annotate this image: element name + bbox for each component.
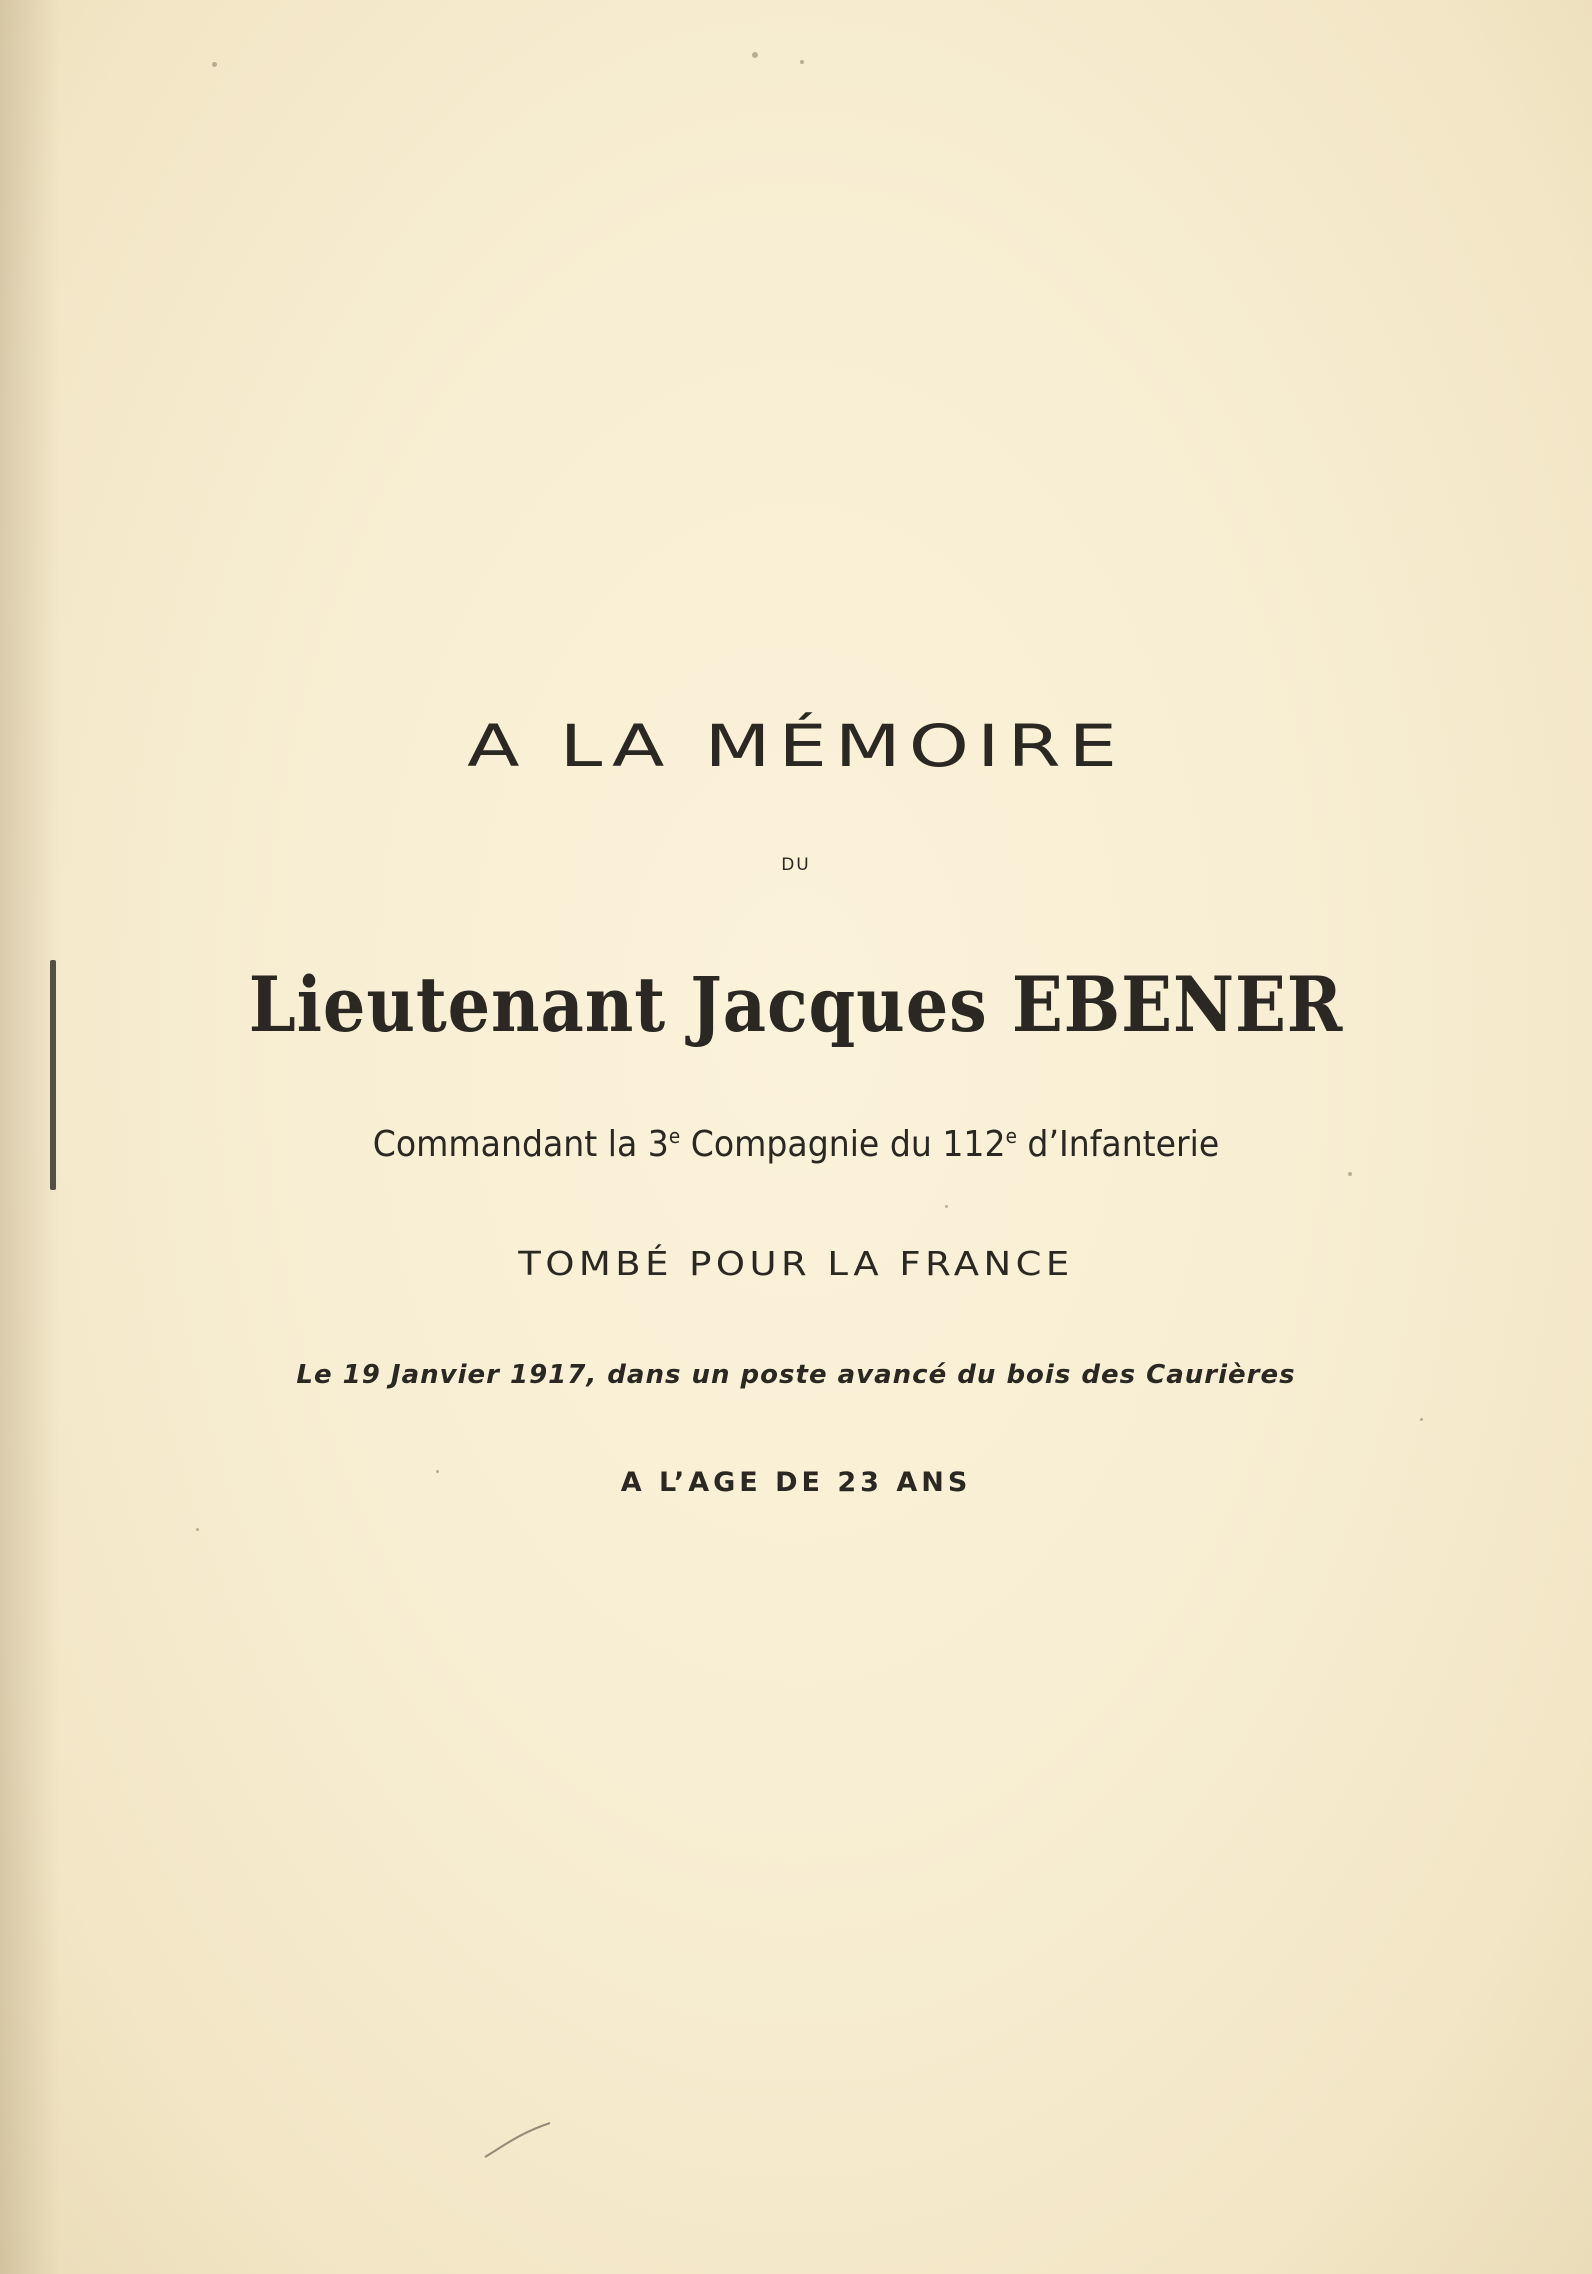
paper-speck [1348, 1172, 1352, 1176]
paper-speck [196, 1528, 199, 1531]
connector-word: DU [781, 855, 811, 875]
rank-line [64, 1124, 1529, 1165]
memorial-heading: A LA MÉMOIRE [467, 712, 1125, 780]
paper-speck [212, 62, 217, 67]
rank-prefix: Commandant la 3 [372, 1124, 669, 1165]
rank-superscript: e [1005, 1124, 1017, 1148]
honoree-name: Lieutenant Jacques EBENER [248, 960, 1344, 1049]
binding-staple [50, 960, 56, 1190]
date-place-line: Le 19 Janvier 1917, dans un poste avancé du bois des Caurières [296, 1360, 1296, 1390]
pencil-mark [480, 2115, 570, 2165]
rank-suffix: d’Infanterie [1016, 1124, 1220, 1165]
paper-speck [1420, 1418, 1423, 1421]
rank-superscript: e [668, 1124, 681, 1148]
fallen-line: TOMBÉ POUR LA FRANCE [518, 1244, 1074, 1283]
age-line: A L’AGE DE 23 ANS [620, 1467, 972, 1498]
paper-speck [752, 52, 758, 58]
paper-speck [800, 60, 804, 64]
paper-speck [945, 1205, 948, 1208]
rank-middle: Compagnie du 112 [680, 1124, 1006, 1165]
